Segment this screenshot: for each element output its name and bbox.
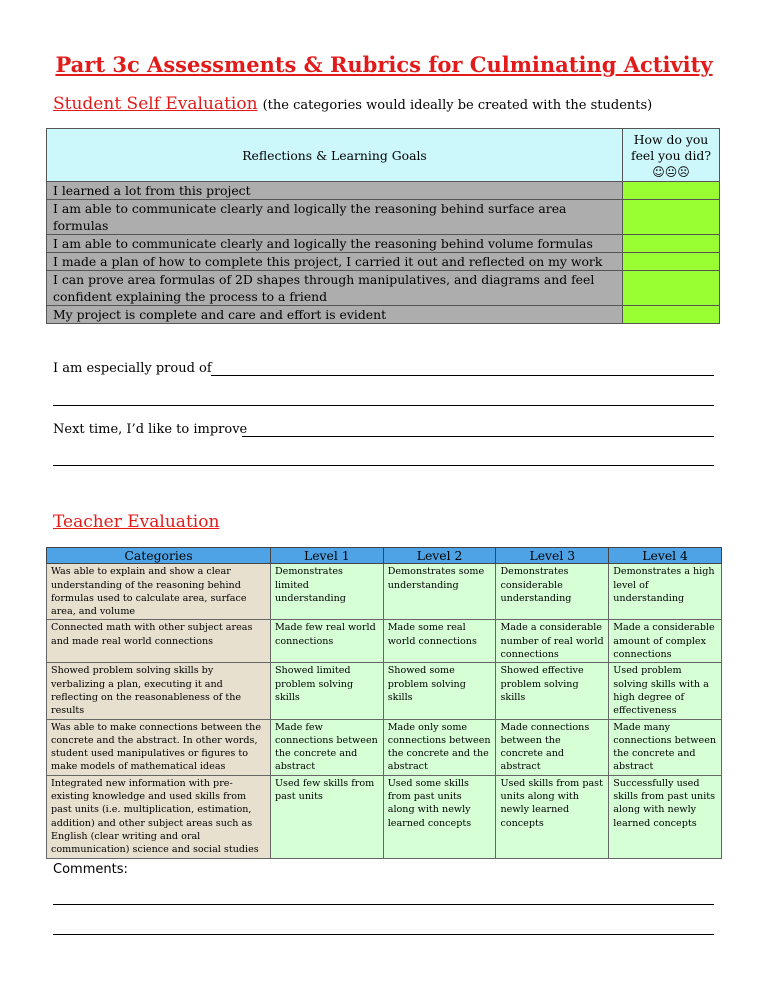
rubric-level-1: Made few real world connections — [270, 620, 383, 663]
rubric-level-4: Successfully used skills from past units along with newly learned concepts — [609, 775, 722, 858]
rubric-level-3: Showed effective problem solving skills — [496, 663, 609, 719]
self-eval-row — [47, 182, 720, 200]
self-eval-rating-cell[interactable] — [623, 306, 720, 324]
rubric-level-1: Made few connections between the concrete and abstract — [270, 719, 383, 775]
self-eval-rating-cell[interactable] — [623, 200, 720, 235]
rubric-row — [47, 663, 722, 719]
reflections-header: Reflections & Learning Goals — [47, 129, 623, 182]
rubric-level-2: Made only some connections between the concrete and the abstract — [383, 719, 496, 775]
rubric-level-4: Demonstrates a high level of understanding — [609, 564, 722, 620]
self-eval-rating-cell[interactable] — [623, 253, 720, 271]
self-eval-table — [46, 128, 720, 324]
rubric-level-3: Made a considerable number of real world connections — [496, 620, 609, 663]
self-eval-row — [47, 235, 720, 253]
rubric-category: Was able to explain and show a clear understanding of the reasoning behind formulas used to calculate area, surface area, and volume — [47, 564, 271, 620]
self-eval-goal: I can prove area formulas of 2D shapes through manipulatives, and diagrams and feel confident explaining the process to a friend — [47, 271, 623, 306]
rubric-header-level-2: Level 2 — [383, 548, 496, 564]
rubric-level-1: Used few skills from past units — [270, 775, 383, 858]
rubric-level-4: Made a considerable amount of complex connections — [609, 620, 722, 663]
proud-line-2[interactable] — [53, 405, 714, 406]
teacher-eval-heading: Teacher Evaluation — [53, 512, 220, 532]
rubric-level-3: Used skills from past units along with newly learned concepts — [496, 775, 609, 858]
rubric-header-row — [47, 548, 722, 564]
rubric-level-1: Showed limited problem solving skills — [270, 663, 383, 719]
page-title: Part 3c Assessments & Rubrics for Culminating Activity — [55, 52, 713, 77]
rubric-header-level-1: Level 1 — [270, 548, 383, 564]
self-eval-rating-cell[interactable] — [623, 182, 720, 200]
self-eval-goal: I am able to communicate clearly and logically the reasoning behind volume formulas — [47, 235, 623, 253]
rubric-row — [47, 719, 722, 775]
rubric-table — [46, 547, 722, 859]
rubric-category: Was able to make connections between the concrete and the abstract. In other words, student used manipulatives or figures to make models of mathematical ideas — [47, 719, 271, 775]
rubric-row — [47, 620, 722, 663]
self-eval-row — [47, 253, 720, 271]
self-eval-note: (the categories would ideally be created with the students) — [262, 98, 653, 113]
feel-header — [623, 129, 720, 182]
rubric-category: Integrated new information with pre-existing knowledge and used skills from past units (i.e. multiplication, estimation, addition) and other subject areas such as English (clear writing and oral communication) science and social studies — [47, 775, 271, 858]
rubric-level-1: Demonstrates limited understanding — [270, 564, 383, 620]
rubric-header-level-3: Level 3 — [496, 548, 609, 564]
feel-header-line2: feel you did? — [630, 148, 711, 163]
rubric-category: Showed problem solving skills by verbalizing a plan, executing it and reflecting on the reasonableness of the results — [47, 663, 271, 719]
rubric-level-4: Made many connections between the concrete and abstract — [609, 719, 722, 775]
faces-icon: ☺😐☹ — [652, 165, 690, 179]
improve-line-2[interactable] — [53, 465, 714, 466]
self-eval-rating-cell[interactable] — [623, 235, 720, 253]
self-eval-row — [47, 271, 720, 306]
self-eval-goal: I made a plan of how to complete this project, I carried it out and reflected on my work — [47, 253, 623, 271]
comments-line-2[interactable] — [53, 934, 714, 935]
self-eval-rating-cell[interactable] — [623, 271, 720, 306]
feel-header-line1: How do you — [633, 132, 709, 147]
self-eval-header-row — [47, 129, 720, 182]
rubric-level-2: Made some real world connections — [383, 620, 496, 663]
rubric-level-2: Showed some problem solving skills — [383, 663, 496, 719]
self-eval-goal: I am able to communicate clearly and logically the reasoning behind surface area formulas — [47, 200, 623, 235]
self-eval-heading-wrap — [53, 94, 652, 114]
rubric-row — [47, 564, 722, 620]
proud-line[interactable] — [211, 375, 714, 376]
improve-label: Next time, I’d like to improve — [53, 422, 248, 437]
rubric-level-3: Demonstrates considerable understanding — [496, 564, 609, 620]
rubric-category: Connected math with other subject areas and made real world connections — [47, 620, 271, 663]
self-eval-goal: My project is complete and care and effort is evident — [47, 306, 623, 324]
self-eval-row — [47, 200, 720, 235]
rubric-header-categories: Categories — [47, 548, 271, 564]
rubric-row — [47, 775, 722, 858]
proud-label: I am especially proud of — [53, 361, 212, 376]
rubric-header-level-4: Level 4 — [609, 548, 722, 564]
rubric-level-2: Demonstrates some understanding — [383, 564, 496, 620]
rubric-level-4: Used problem solving skills with a high degree of effectiveness — [609, 663, 722, 719]
rubric-level-3: Made connections between the concrete and abstract — [496, 719, 609, 775]
comments-line-1[interactable] — [53, 904, 714, 905]
comments-label: Comments: — [53, 862, 128, 877]
self-eval-row — [47, 306, 720, 324]
self-eval-heading: Student Self Evaluation — [53, 94, 258, 114]
self-eval-goal: I learned a lot from this project — [47, 182, 623, 200]
rubric-level-2: Used some skills from past units along with newly learned concepts — [383, 775, 496, 858]
improve-line[interactable] — [242, 436, 714, 437]
